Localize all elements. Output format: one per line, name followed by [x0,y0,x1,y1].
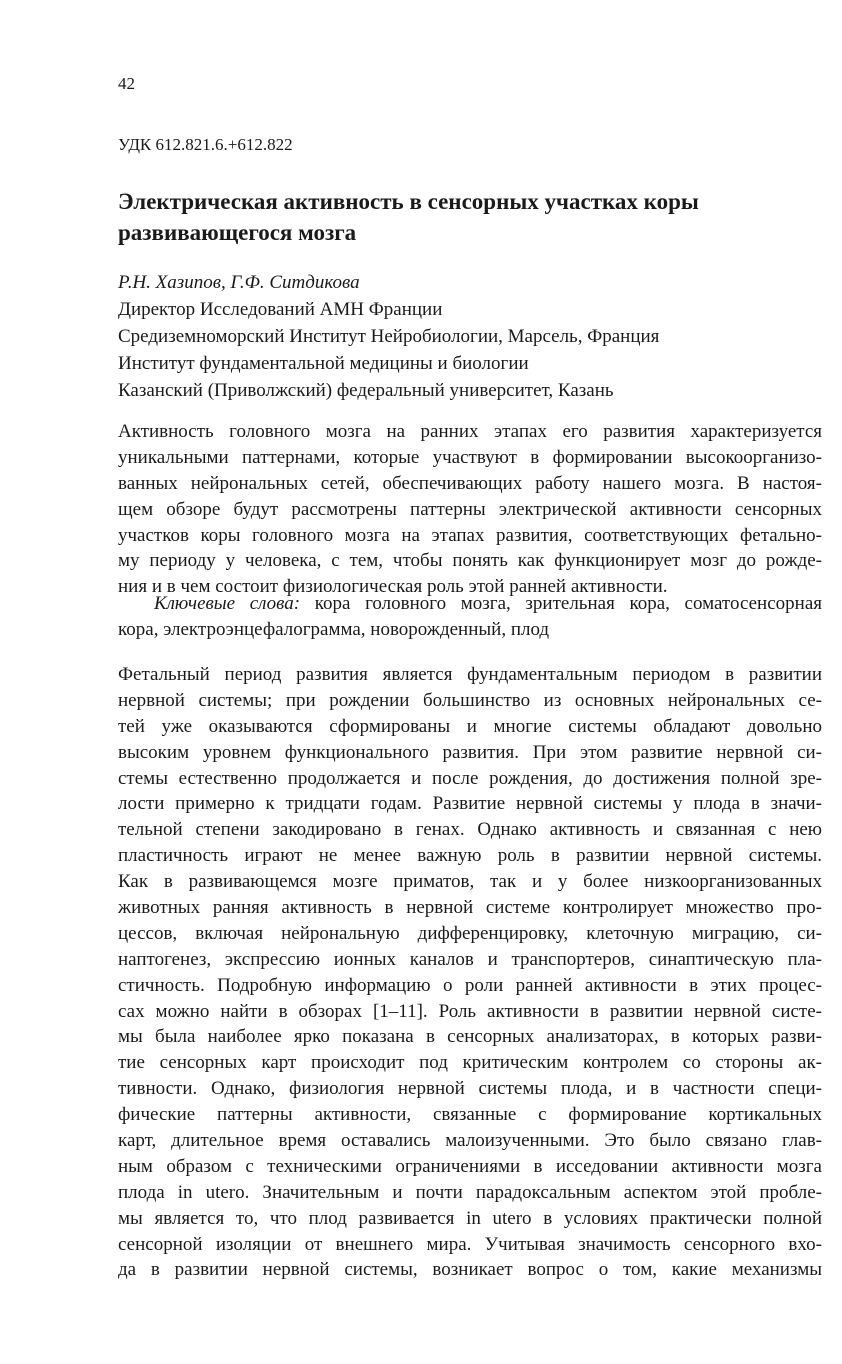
keywords-line [118,591,822,617]
body-line: лости примерно к тридцати годам. Развитие нервной системы у плода в значи- [118,793,822,815]
abstract-line: уникальными паттернами, которые участвуют в формировании высокоорганизо- [118,446,822,468]
abstract-line: участков коры головного мозга на этапах развития, соответствующих фетально- [118,524,822,546]
abstract [118,419,822,600]
affiliation-line: Институт фундаментальной медицины и биологии [118,353,529,374]
body-line: наптогенез, экспрессию ионных каналов и транспортеров, синаптическую пла- [118,948,822,970]
body-line: ным образом с техническими ограничениями в исседовании активности мозга [118,1155,822,1177]
body-text [118,662,822,1283]
udk-code: УДК 612.821.6.+612.822 [118,135,293,154]
keywords-label: Ключевые слова: [154,593,301,614]
body-line: Как в развивающемся мозге приматов, так и у более низкоорганизованных [118,871,822,893]
body-line: тие сенсорных карт происходит под критическим контролем со стороны ак- [118,1052,822,1074]
body-line: животных ранняя активность в нервной системе контролирует множество про- [118,897,822,919]
affiliation-line: Директор Исследований АМН Франции [118,299,443,320]
title-line: Электрическая активность в сенсорных участках коры [118,189,699,214]
abstract-line: ния и в чем состоит физиологическая роль этой ранней активности. [118,576,668,598]
body-line: пластичность играют не менее важную роль в развитии нервной системы. [118,845,822,867]
keywords [118,591,822,643]
body-line: тей уже оказываются сформированы и многие системы обладают довольно [118,715,822,737]
body-line: плода in utero. Значительным и почти парадоксальным аспектом этой пробле- [118,1181,822,1203]
authors: Р.Н. Хазипов, Г.Ф. Ситдикова [118,272,360,293]
body-line: высоким уровнем функционального развития. При этом развитие нервной си- [118,741,822,763]
body-line: нервной системы; при рождении большинство из основных нейрональных се- [118,689,822,711]
body-line: да в развитии нервной системы, возникает вопрос о том, какие механизмы [118,1259,822,1281]
keywords-line: кора, электроэнцефалограмма, новорожденный, плод [118,618,550,640]
body-line: стичность. Подробную информацию о роли ранней активности в этих процес- [118,974,822,996]
abstract-line: Активность головного мозга на ранних этапах его развития характеризуется [118,421,822,442]
keywords-text: кора головного мозга, зрительная кора, соматосенсорная [300,593,822,614]
title-line: развивающегося мозга [118,220,357,245]
body-line: сенсорной изоляции от внешнего мира. Учитывая значимость сенсорного вхо- [118,1233,822,1255]
body-line: мы является то, что плод развивается in utero в условиях практически полной [118,1207,822,1229]
body-line: стемы естественно продолжается и после рождения, до достижения полной зре- [118,767,822,789]
abstract-line: ванных нейрональных сетей, обеспечивающих работу нашего мозга. В настоя- [118,472,822,494]
affiliation-line: Казанский (Приволжский) федеральный университет, Казань [118,380,614,401]
body-line: Фетальный период развития является фундаментальным периодом в развитии [118,664,822,685]
author-block [118,269,659,404]
body-line: фические паттерны активности, связанные с формирование кортикальных [118,1104,822,1126]
body-line: карт, длительное время оставались малоизученными. Это было связано глав- [118,1130,822,1152]
abstract-line: му периоду у человека, с тем, чтобы понять как функционирует мозг до рожде- [118,550,822,572]
abstract-line: щем обзоре будут рассмотрены паттерны электрической активности сенсорных [118,498,822,520]
affiliation-line: Средиземноморский Институт Нейробиологии, Марсель, Франция [118,326,660,347]
body-line: мы была наиболее ярко показана в сенсорных анализаторах, в которых разви- [118,1026,822,1048]
body-line: сах можно найти в обзорах [1–11]. Роль активности в развитии нервной систе- [118,1000,822,1022]
body-line: тивности. Однако, физиология нервной системы плода, и в частности специ- [118,1078,822,1100]
body-line: тельной степени закодировано в генах. Однако активность и связанная с нею [118,819,822,841]
body-line: цессов, включая нейрональную дифференцировку, клеточную миграцию, си- [118,922,822,944]
article-title [118,186,822,248]
page-number: 42 [118,74,135,93]
